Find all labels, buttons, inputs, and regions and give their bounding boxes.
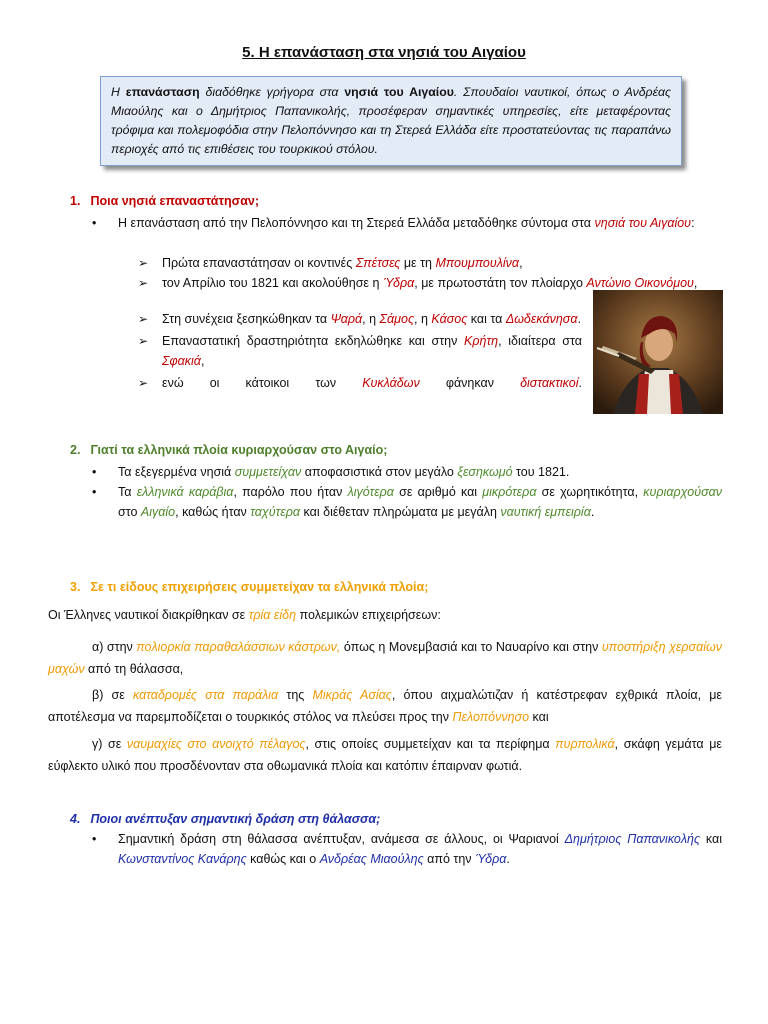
list-item: • Σημαντική δράση στη θάλασσα ανέπτυξαν, ανάμεσα σε άλλους, οι Ψαριανοί Δημήτριος Παπανικολής και Κωνσταντίνος Κανάρης καθώς και ο Ανδρέας Μιαούλης από την Ύδρα. [92, 832, 722, 866]
section-1-heading: 1. Ποια νησιά επαναστάτησαν; [70, 194, 260, 208]
section-3-heading: 3. Σε τι είδους επιχειρήσεις συμμετείχαν τα ελληνικά πλοία; [70, 580, 429, 594]
section-3-item-c: γ) σε ναυμαχίες στο ανοιχτό πέλαγος, στις οποίες συμμετείχαν και τα περίφημα πυρπολικά, σκάφη γεμάτα με εύφλεκτο υλικό που προσδένονταν στα οθωμανικά πλοία και κατόπιν έπαιρναν φωτιά. [48, 737, 722, 773]
section-4 [70, 809, 722, 829]
list-item: • Τα ελληνικά καράβια, παρόλο που ήταν λιγότερα σε αριθμό και μικρότερα σε χωρητικότητα, κυριαρχούσαν στο Αιγαίο, καθώς ήταν ταχύτερα και διέθεταν πληρώματα με μεγάλη ναυτική εμπειρία. [92, 485, 722, 519]
section-3-lead: Οι Έλληνες ναυτικοί διακρίθηκαν σε τρία είδη πολεμικών επιχειρήσεων: [48, 608, 441, 622]
section-3-item-a: α) στην πολιορκία παραθαλάσσιων κάστρων, όπως η Μονεμβασιά και το Ναυαρίνο και στην υποστήριξη χερσαίων μαχών από τη θάλασσα, [48, 640, 722, 676]
section-2 [70, 440, 722, 460]
list-item: ➢ Επαναστατική δραστηριότητα εκδηλώθηκε και στην Κρήτη, ιδιαίτερα στα Σφακιά, [138, 334, 582, 368]
list-item: ➢ τον Απρίλιο του 1821 και ακολούθησε η Ύδρα, με πρωτοστάτη τον πλοίαρχο Αντώνιο Οικονόμου, [138, 276, 698, 290]
section-3 [70, 577, 722, 597]
section-2-list [92, 462, 722, 522]
portrait-painting [593, 290, 723, 414]
portrait-image [593, 290, 723, 414]
section-2-heading: 2. Γιατί τα ελληνικά πλοία κυριαρχούσαν στο Αιγαίο; [70, 443, 388, 457]
intro-box: Η επανάσταση διαδόθηκε γρήγορα στα νησιά του Αιγαίου. Σπουδαίοι ναυτικοί, όπως ο Ανδρέας Μιαούλης και ο Δημήτριος Παπανικολής, προσέφεραν σημαντικές υπηρεσίες, είτε μεταφέροντας τρόφιμα και πολεμοφόδια στην Πελοπόννησο και τη Στερεά Ελλάδα είτε προστατεύοντας τις παραπάνω περιοχές από τις επιθέσεις του τουρκικού στόλου. [100, 76, 682, 166]
section-3-item-b: β) σε καταδρομές στα παράλια της Μικράς Ασίας, όπου αιχμαλώτιζαν ή κατέστρεφαν εχθρικά πλοία, με αποτέλεσμα να παρεμποδίζεται ο τουρκικός στόλος να πλεύσει προς την Πελοπόννησο και [48, 688, 722, 724]
list-item: ➢ Πρώτα επαναστάτησαν οι κοντινές Σπέτσες με τη Μπουμπουλίνα, [138, 256, 523, 270]
section-1-bullet [92, 213, 722, 233]
section-1-sublist-b [138, 309, 582, 393]
section-4-list [92, 829, 722, 869]
list-item: • Η επανάσταση από την Πελοπόννησο και τη Στερεά Ελλάδα μεταδόθηκε σύντομα στα νησιά του Αιγαίου: [92, 216, 695, 230]
list-item: ➢ Στη συνέχεια ξεσηκώθηκαν τα Ψαρά, η Σάμος, η Κάσος και τα Δωδεκάνησα. [138, 312, 581, 326]
page-title: 5. Η επανάσταση στα νησιά του Αιγαίου [242, 44, 526, 61]
section-1-sublist-a [138, 253, 722, 293]
list-item: ➢ ενώ οι κάτοικοι των Κυκλάδων φάνηκαν διστακτικοί. [138, 376, 582, 390]
section-1 [70, 191, 722, 211]
list-item: • Τα εξεγερμένα νησιά συμμετείχαν αποφασιστικά στον μεγάλο ξεσηκωμό του 1821. [92, 465, 570, 479]
section-4-heading: 4. Ποιοι ανέπτυξαν σημαντική δράση στη θάλασσα; [70, 812, 381, 826]
